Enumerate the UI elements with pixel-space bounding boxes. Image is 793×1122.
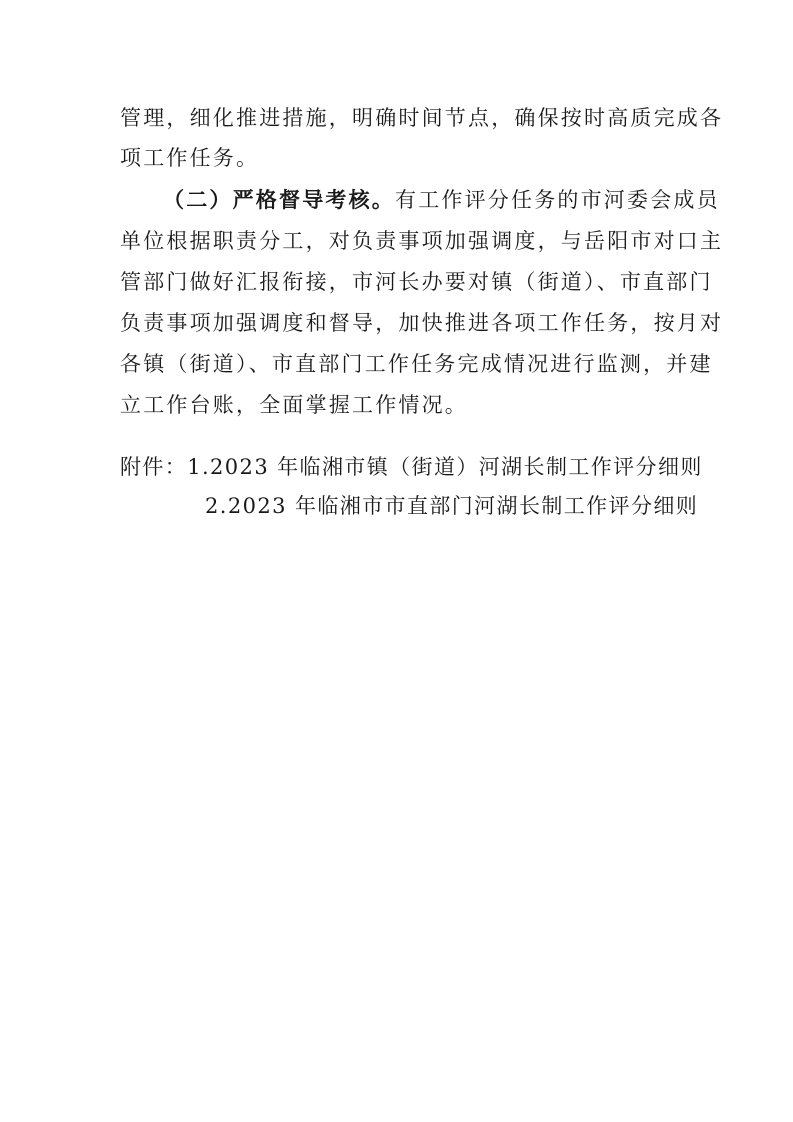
paragraph-1-line-1: 管理，细化推进措施，明确时间节点，确保按时高质完成各 [120, 106, 724, 130]
paragraph-2-line-1 [163, 188, 720, 212]
paragraph-2-line-1-text: 有工作评分任务的市河委会成员 [395, 188, 720, 212]
paragraph-2-line-2: 单位根据职责分工，对负责事项加强调度，与岳阳市对口主 [120, 229, 724, 253]
attachment-item-2: 2.2023 年临湘市市直部门河湖长制工作评分细则 [205, 494, 699, 518]
attachment-item-1: 1.2023 年临湘市镇（街道）河湖长制工作评分细则 [187, 455, 703, 479]
paragraph-2-line-4: 负责事项加强调度和督导，加快推进各项工作任务，按月对 [120, 311, 724, 335]
paragraph-2-line-6: 立工作台账，全面掌握工作情况。 [120, 393, 468, 417]
attachment-line-1 [120, 455, 703, 479]
attachment-label: 附件： [120, 455, 188, 479]
section-heading: （二）严格督导考核。 [163, 188, 395, 212]
paragraph-1-line-2: 项工作任务。 [120, 146, 260, 170]
paragraph-2-line-5: 各镇（街道）、市直部门工作任务完成情况进行监测，并建 [120, 352, 713, 376]
paragraph-2-line-3: 管部门做好汇报衔接，市河长办要对镇（街道）、市直部门 [120, 270, 713, 294]
